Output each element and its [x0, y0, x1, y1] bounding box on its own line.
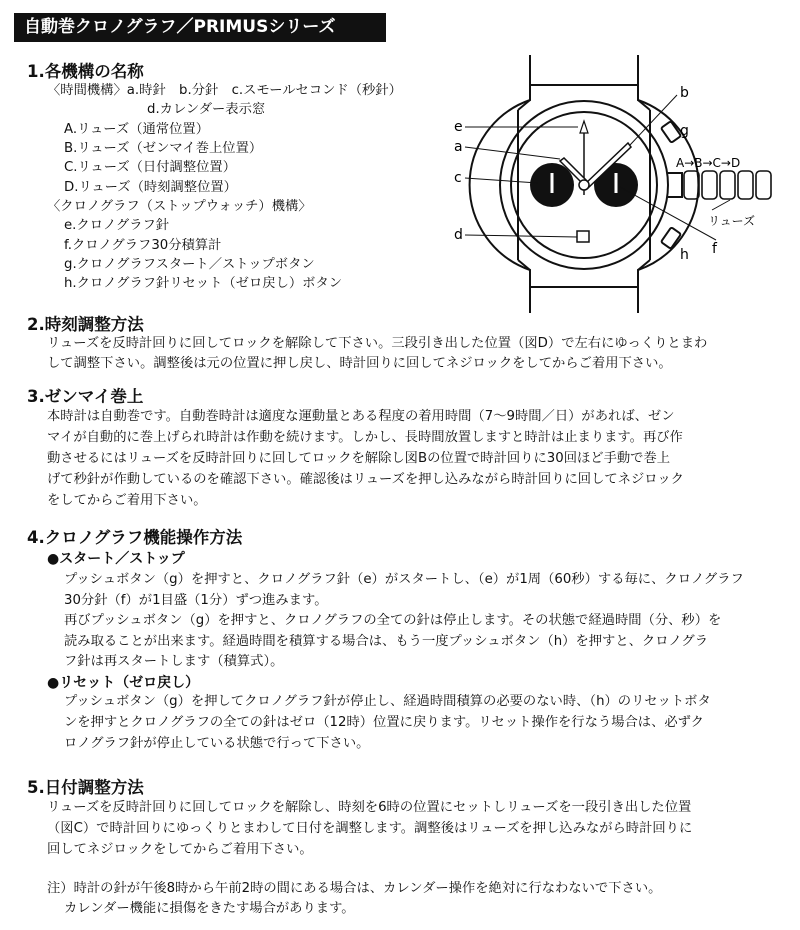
note-line-1: 注）時計の針が午後8時から午前2時の間にある場合は、カレンダー操作を絶対に行なわないで下さい。 — [47, 881, 662, 896]
label-b: b — [680, 85, 689, 101]
label-d: d — [454, 227, 463, 243]
start-stop-title: ●スタート／ストップ — [47, 551, 185, 567]
s1-line-11: h.クロノグラフ針リセット（ゼロ戻し）ボタン — [64, 276, 343, 291]
reset-title: ●リセット（ゼロ戻し） — [47, 675, 200, 691]
crown-label: リューズ — [708, 214, 756, 228]
label-c: c — [454, 170, 462, 186]
s5-line-1: リューズを反時計回りに回してロックを解除し、時刻を6時の位置にセットしリューズを一段引き出した位置 — [47, 800, 692, 815]
page-title: 自動巻クロノグラフ／PRIMUSシリーズ — [14, 13, 386, 42]
reset-line-1: プッシュボタン（g）を押してクロノグラフ針が停止し、経過時間積算の必要のない時、（h）のリセットボタ — [64, 694, 711, 709]
label-h: h — [680, 247, 689, 263]
label-g: g — [680, 123, 689, 139]
section4-heading: 4.クロノグラフ機能操作方法 — [27, 528, 243, 547]
start-line-4: 読み取ることが出来ます。経過時間を積算する場合は、もう一度プッシュボタン（h）を押すと、クロノグラ — [64, 634, 709, 649]
s3-line-5: をしてからご着用下さい。 — [47, 493, 207, 508]
s1-line-3: A.リューズ（通常位置） — [64, 122, 209, 137]
s1-line-9: f.クロノグラフ30分積算計 — [64, 238, 222, 253]
section5-heading: 5.日付調整方法 — [27, 778, 144, 797]
s1-line-4: B.リューズ（ゼンマイ巻上位置） — [64, 141, 263, 156]
reset-line-3: ロノグラフ針が停止している状態で行って下さい。 — [64, 736, 370, 751]
s1-line-6: D.リューズ（時刻調整位置） — [64, 180, 237, 195]
s1-line-8: e.クロノグラフ針 — [64, 218, 170, 233]
crown-positions-label: A→B→C→D — [676, 156, 741, 170]
s3-line-1: 本時計は自動巻です。自動巻時計は適度な運動量とある程度の着用時間（7〜9時間／日）があれば、ゼン — [47, 409, 675, 424]
s2-line-2: して調整下さい。調整後は元の位置に押し戻し、時計回りに回してネジロックをしてからご着用下さい。 — [47, 356, 672, 371]
section3-heading: 3.ゼンマイ巻上 — [27, 387, 144, 406]
s2-line-1: リューズを反時計回りに回してロックを解除して下さい。三段引き出した位置（図D）で左右にゆっくりとまわ — [47, 336, 708, 351]
s3-line-2: マイが自動的に巻上げられ時計は作動を続けます。しかし、長時間放置しますと時計は止まります。再び作 — [47, 430, 683, 445]
s5-line-2: （図C）で時計回りにゆっくりとまわして日付を調整します。調整後はリューズを押し込みながら時計回りに — [47, 821, 693, 836]
s1-line-7: 〈クロノグラフ（ストップウォッチ）機構〉 — [47, 199, 312, 214]
s1-line-2: d.カレンダー表示窓 — [147, 102, 266, 117]
reset-line-2: ンを押すとクロノグラフの全ての針はゼロ（12時）位置に戻ります。リセット操作を行なう場合は、必ずク — [64, 715, 704, 730]
start-line-3: 再びプッシュボタン（g）を押すと、クロノグラフの全ての針は停止します。その状態で経過時間（分、秒）を — [64, 613, 722, 628]
section2-heading: 2.時刻調整方法 — [27, 315, 144, 334]
start-line-5: フ針は再スタートします（積算式）。 — [64, 654, 284, 669]
start-line-1: プッシュボタン（g）を押すと、クロノグラフ針（e）がスタートし、（e）が1周（60秒）する毎に、クロノグラフ — [64, 572, 744, 587]
start-line-2: 30分針（f）が1目盛（1分）ずつ進みます。 — [64, 593, 328, 608]
section1-heading: 1.各機構の名称 — [27, 62, 144, 81]
label-e: e — [454, 119, 463, 135]
label-f: f — [712, 241, 717, 257]
s5-line-3: 回してネジロックをしてからご着用下さい。 — [47, 842, 313, 857]
s1-line-10: g.クロノグラフスタート／ストップボタン — [64, 257, 315, 272]
watch-diagram — [440, 55, 780, 315]
s1-line-1: 〈時間機構〉a.時針 b.分針 c.スモールセコンド（秒針） — [47, 83, 402, 98]
label-a: a — [454, 139, 463, 155]
s3-line-3: 動させるにはリューズを反時計回りに回してロックを解除し図Bの位置で時計回りに30回ほど手動で巻上 — [47, 451, 671, 466]
note-line-2: カレンダー機能に損傷をきたす場合があります。 — [64, 901, 355, 916]
s3-line-4: げて秒針が作動しているのを確認下さい。確認後はリューズを押し込みながら時計回りに回してネジロック — [47, 472, 684, 487]
s1-line-5: C.リューズ（日付調整位置） — [64, 160, 237, 175]
